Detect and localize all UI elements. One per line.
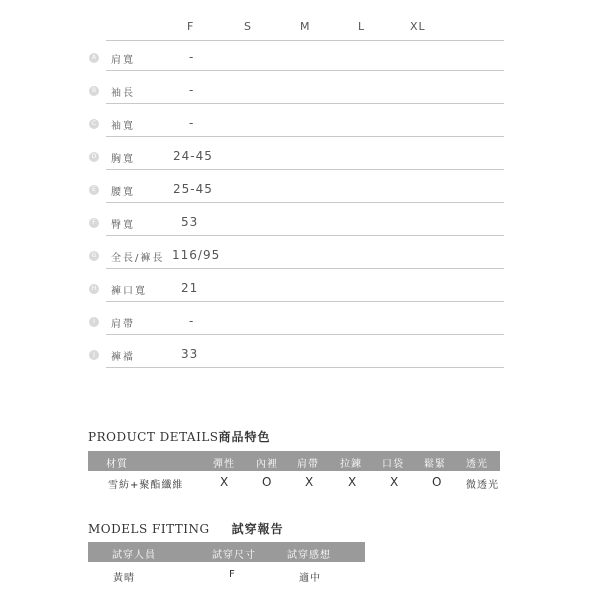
size-row-value: 25-45	[173, 182, 213, 196]
size-row-divider	[106, 367, 504, 368]
size-row-badge: I	[89, 317, 99, 327]
pd-value-material: 雪紡+聚酯纖維	[108, 480, 184, 491]
pd-header-lining: 內裡	[256, 459, 278, 470]
size-row-badge: D	[89, 152, 99, 162]
size-row-divider	[106, 235, 504, 236]
size-row-value: -	[189, 116, 195, 130]
pd-header-straps: 肩帶	[297, 459, 319, 470]
size-row-divider	[106, 334, 504, 335]
mf-value-size: F	[229, 569, 236, 580]
size-row-badge: C	[89, 119, 99, 129]
product-details-title-zh: 商品特色	[218, 430, 271, 444]
size-row-label: 袖長	[111, 88, 135, 99]
size-row-badge: F	[89, 218, 99, 228]
size-row-divider	[106, 268, 504, 269]
size-row-value: -	[189, 314, 195, 328]
size-row-value: -	[189, 83, 195, 97]
size-row-value: -	[189, 50, 195, 64]
size-row-divider	[106, 301, 504, 302]
size-row-value: 21	[181, 281, 199, 295]
size-header-l: L	[358, 20, 366, 33]
size-row-label: 褲口寬	[111, 286, 147, 297]
size-row-divider	[106, 169, 504, 170]
size-row-label: 臀寬	[111, 220, 135, 231]
size-row-label: 褲襠	[111, 352, 135, 363]
pd-header-material: 材質	[106, 459, 128, 470]
header-divider	[106, 40, 504, 41]
size-row-divider	[106, 70, 504, 71]
size-row-badge: H	[89, 284, 99, 294]
pd-value-pockets: X	[390, 475, 400, 489]
product-details-header-bar	[88, 451, 500, 471]
pd-header-elastic-band: 鬆緊	[424, 459, 446, 470]
product-details-title	[88, 428, 271, 445]
pd-value-lining: O	[262, 475, 273, 489]
size-row-badge: E	[89, 185, 99, 195]
pd-value-zipper: X	[348, 475, 358, 489]
size-header-m: M	[300, 20, 311, 33]
mf-value-feedback: 適中	[299, 573, 321, 584]
size-row-value: 33	[181, 347, 199, 361]
size-row-badge: A	[89, 53, 99, 63]
size-row-divider	[106, 202, 504, 203]
mf-header-feedback: 試穿感想	[287, 550, 331, 561]
size-row-value: 116/95	[172, 248, 221, 262]
models-fitting-header-bar	[88, 542, 365, 562]
size-row-badge: B	[89, 86, 99, 96]
pd-header-zipper: 拉鍊	[340, 459, 362, 470]
mf-header-model: 試穿人員	[112, 550, 156, 561]
size-row-label: 腰寬	[111, 187, 135, 198]
mf-value-model: 黃晴	[113, 573, 135, 584]
size-row-badge: J	[89, 350, 99, 360]
product-details-title-en: PRODUCT DETAILS	[88, 430, 219, 444]
pd-header-translucency: 透光	[466, 459, 488, 470]
size-row-divider	[106, 103, 504, 104]
size-row-label: 胸寬	[111, 154, 135, 165]
models-fitting-title	[88, 520, 284, 537]
pd-header-pockets: 口袋	[382, 459, 404, 470]
pd-value-translucency: 微透光	[466, 480, 499, 491]
pd-value-straps: X	[305, 475, 315, 489]
size-row-label: 肩寬	[111, 55, 135, 66]
size-row-label: 袖寬	[111, 121, 135, 132]
pd-value-elastic-band: O	[432, 475, 443, 489]
pd-value-elastic: X	[220, 475, 230, 489]
size-row-divider	[106, 136, 504, 137]
size-row-label: 肩帶	[111, 319, 135, 330]
models-fitting-title-en: MODELS FITTING	[88, 522, 210, 536]
size-row-badge: G	[89, 251, 99, 261]
size-header-f: F	[187, 20, 195, 33]
size-row-value: 53	[181, 215, 199, 229]
size-row-label: 全長/褲長	[111, 253, 165, 264]
size-row-value: 24-45	[173, 149, 213, 163]
size-header-s: S	[244, 20, 252, 33]
pd-header-elastic: 彈性	[213, 459, 235, 470]
size-header-xl: XL	[410, 20, 426, 33]
models-fitting-title-zh: 試穿報告	[231, 522, 284, 536]
mf-header-size: 試穿尺寸	[212, 550, 256, 561]
